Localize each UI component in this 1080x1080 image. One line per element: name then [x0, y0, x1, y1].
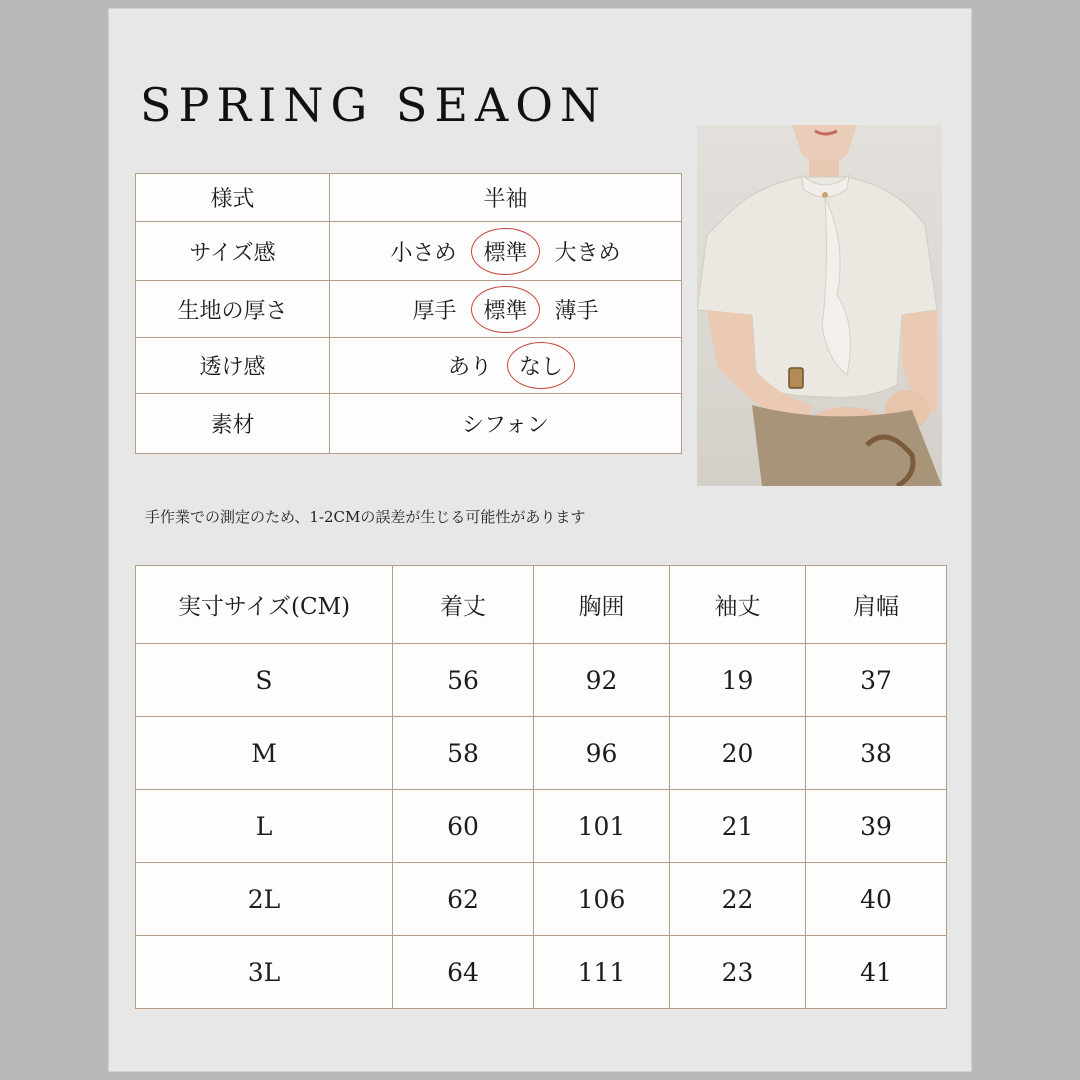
- value-cell: 21: [670, 790, 806, 863]
- value-cell: 23: [670, 936, 806, 1009]
- option-yes: あり: [447, 355, 492, 380]
- spec-value: 半袖: [330, 174, 682, 222]
- spec-options: [330, 338, 682, 394]
- value-cell: 111: [534, 936, 670, 1009]
- spec-row-style: [136, 174, 682, 222]
- value-cell: 19: [670, 644, 806, 717]
- spec-options: [330, 222, 682, 281]
- spec-label: 生地の厚さ: [136, 281, 330, 338]
- value-cell: 106: [534, 863, 670, 936]
- page-title: SPRING SEAON: [140, 78, 608, 132]
- header-bust: 胸囲: [534, 566, 670, 644]
- size-cell: M: [136, 717, 393, 790]
- spec-row-fit: [136, 222, 682, 281]
- header-shoulder: 肩幅: [806, 566, 947, 644]
- option-standard-selected: 標準: [483, 236, 527, 267]
- option-no-selected: なし: [519, 350, 563, 381]
- option-standard-selected: 標準: [483, 294, 527, 325]
- value-cell: 92: [534, 644, 670, 717]
- size-header-row: [136, 566, 947, 644]
- spec-label: 素材: [136, 394, 330, 454]
- size-cell: 3L: [136, 936, 393, 1009]
- value-cell: 37: [806, 644, 947, 717]
- product-photo: [697, 125, 942, 486]
- header-size: 実寸サイズ(CM): [136, 566, 393, 644]
- option-small: 小さめ: [390, 240, 457, 266]
- table-row: [136, 790, 947, 863]
- option-thick: 厚手: [412, 298, 457, 324]
- value-cell: 40: [806, 863, 947, 936]
- option-large: 大きめ: [554, 240, 621, 266]
- value-cell: 39: [806, 790, 947, 863]
- value-cell: 38: [806, 717, 947, 790]
- spec-value: シフォン: [330, 394, 682, 454]
- table-row: [136, 644, 947, 717]
- value-cell: 58: [393, 717, 534, 790]
- value-cell: 41: [806, 936, 947, 1009]
- spec-row-material: [136, 394, 682, 454]
- header-length: 着丈: [393, 566, 534, 644]
- size-cell: L: [136, 790, 393, 863]
- size-chart-table: [135, 565, 947, 1009]
- size-cell: S: [136, 644, 393, 717]
- spec-row-sheer: [136, 338, 682, 394]
- value-cell: 20: [670, 717, 806, 790]
- size-cell: 2L: [136, 863, 393, 936]
- header-sleeve: 袖丈: [670, 566, 806, 644]
- value-cell: 22: [670, 863, 806, 936]
- spec-label: サイズ感: [136, 222, 330, 281]
- measurement-note: 手作業での測定のため、1-2CMの誤差が生じる可能性があります: [145, 508, 586, 526]
- table-row: [136, 863, 947, 936]
- value-cell: 96: [534, 717, 670, 790]
- spec-label: 様式: [136, 174, 330, 222]
- spec-row-thickness: [136, 281, 682, 338]
- table-row: [136, 936, 947, 1009]
- value-cell: 62: [393, 863, 534, 936]
- spec-label: 透け感: [136, 338, 330, 394]
- spec-options: [330, 281, 682, 338]
- spec-table: [135, 173, 682, 454]
- value-cell: 101: [534, 790, 670, 863]
- value-cell: 64: [393, 936, 534, 1009]
- model-blouse-illustration: [697, 125, 942, 486]
- table-row: [136, 717, 947, 790]
- option-thin: 薄手: [554, 298, 599, 324]
- value-cell: 60: [393, 790, 534, 863]
- value-cell: 56: [393, 644, 534, 717]
